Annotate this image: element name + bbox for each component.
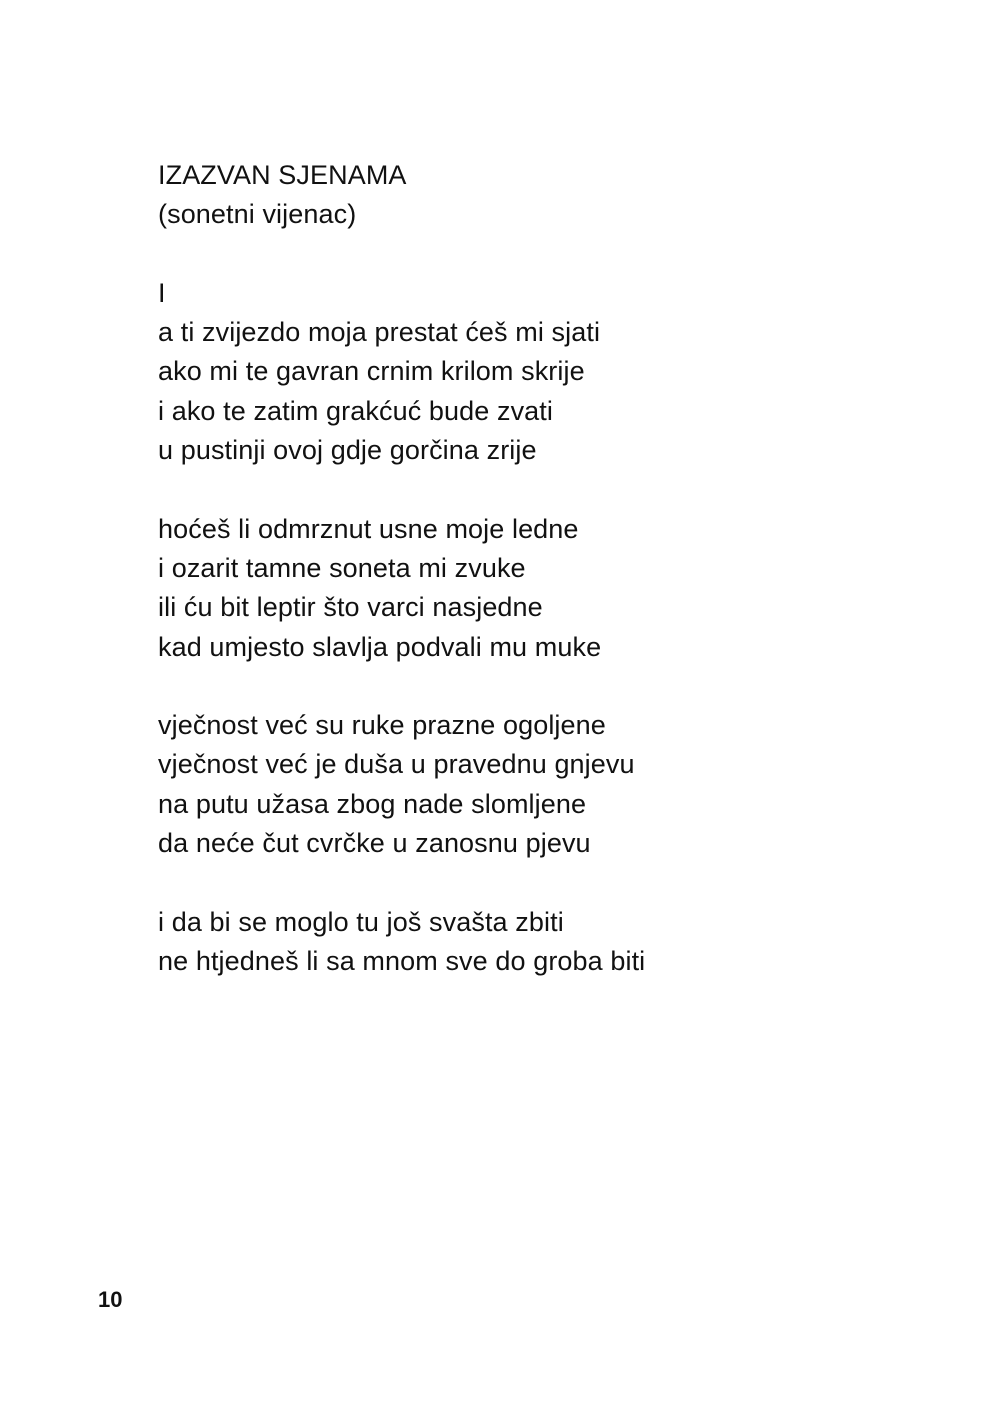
verse-line: hoćeš li odmrznut usne moje ledne <box>158 513 579 544</box>
stanza-4 <box>158 903 878 982</box>
verse-line: i ako te zatim grakćuć bude zvati <box>158 395 553 426</box>
verse-line: kad umjesto slavlja podvali mu muke <box>158 631 602 662</box>
verse-line: i ozarit tamne soneta mi zvuke <box>158 552 526 583</box>
stanza-2 <box>158 510 878 667</box>
stanza-3 <box>158 706 878 863</box>
section-number: I <box>158 277 166 308</box>
page-number: 10 <box>98 1287 123 1312</box>
verse-line: a ti zvijezdo moja prestat ćeš mi sjati <box>158 317 601 348</box>
verse-line: ili ću bit leptir što varci nasjedne <box>158 592 543 623</box>
verse-line: i da bi se moglo tu još svašta zbiti <box>158 906 564 937</box>
stanza-1 <box>158 313 878 470</box>
poem-heading <box>158 156 878 235</box>
poem <box>158 156 878 981</box>
verse-line: ne htjedneš li sa mnom sve do groba biti <box>158 945 646 976</box>
poem-title: IZAZVAN SJENAMA <box>158 160 407 190</box>
verse-line: na putu užasa zbog nade slomljene <box>158 788 587 819</box>
verse-line: vječnost već su ruke prazne ogoljene <box>158 710 606 741</box>
poem-subtitle: (sonetni vijenac) <box>158 199 357 230</box>
verse-line: u pustinji ovoj gdje gorčina zrije <box>158 435 537 466</box>
verse-line: vječnost već je duša u pravednu gnjevu <box>158 749 635 780</box>
verse-line: ako mi te gavran crnim krilom skrije <box>158 356 585 387</box>
verse-line: da neće čut cvrčke u zanosnu pjevu <box>158 828 591 859</box>
